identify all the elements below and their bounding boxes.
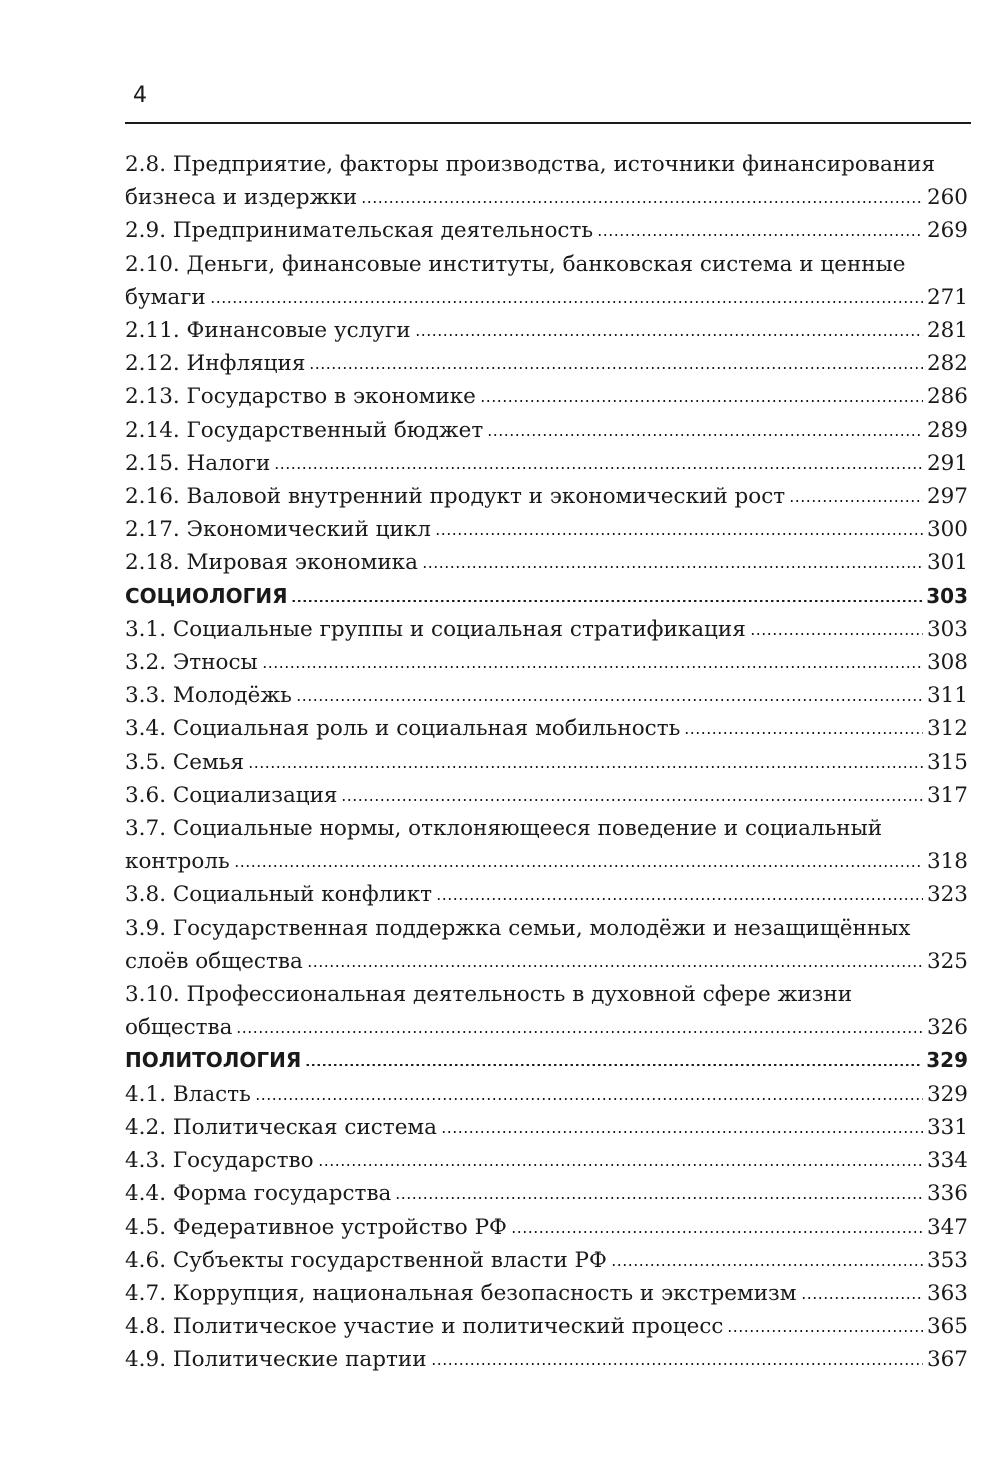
toc-entry: [125, 646, 968, 679]
toc-entry-page-number: 260: [926, 185, 968, 211]
toc-section-heading: [125, 1044, 968, 1077]
toc-entry-page-number: 363: [926, 1280, 968, 1306]
toc-entry-page-number: 289: [926, 417, 968, 443]
toc-entry: [125, 812, 968, 878]
toc-entry-title: 4.8. Политическое участие и политический процесс: [125, 1314, 724, 1340]
toc-entry-row: [125, 1044, 968, 1077]
toc-entry-row: [125, 580, 968, 613]
toc-entry-page-number: 297: [926, 484, 968, 510]
toc-entry: [125, 414, 968, 447]
toc-entry: [125, 1111, 968, 1144]
toc-entry: [125, 148, 968, 214]
toc-entry-title: 3.3. Молодёжь: [125, 683, 292, 709]
dot-leader: [441, 1131, 923, 1133]
toc-entry-title: 3.6. Социализация: [125, 782, 338, 808]
toc-entry-row: [125, 646, 968, 679]
dot-leader: [431, 1363, 923, 1365]
toc-entry-page-number: 269: [926, 218, 968, 244]
dot-leader: [296, 699, 923, 701]
toc-entry: [125, 679, 968, 712]
toc-entry-title: 4.9. Политические партии: [125, 1347, 427, 1373]
toc-entry-title: 2.18. Мировая экономика: [125, 550, 418, 576]
toc-entry-title: СОЦИОЛОГИЯ: [125, 583, 288, 608]
dot-leader: [727, 1330, 923, 1332]
page-number: 4: [133, 83, 147, 108]
toc-entry-title: 3.1. Социальные группы и социальная стратификация: [125, 616, 746, 642]
toc-entry-page-number: 281: [926, 318, 968, 344]
dot-leader: [291, 600, 922, 602]
dot-leader: [309, 367, 923, 369]
dot-leader: [274, 467, 923, 469]
dot-leader: [597, 234, 923, 236]
toc-entry: [125, 779, 968, 812]
toc-entry-page-number: 315: [926, 749, 968, 775]
toc-entry-row: [125, 1244, 968, 1277]
toc-entry: [125, 214, 968, 247]
dot-leader: [262, 666, 923, 668]
toc-entry-page-number: 308: [926, 650, 968, 676]
toc-entry-page-number: 365: [926, 1314, 968, 1340]
dot-leader: [611, 1264, 923, 1266]
dot-leader: [341, 799, 922, 801]
toc-entry-title: общества: [125, 1015, 233, 1041]
toc-entry-title: контроль: [125, 849, 230, 875]
toc-entry-row: [125, 447, 968, 480]
toc-entry-row: [125, 878, 968, 911]
toc-entry-row: [125, 845, 968, 878]
toc-entry: [125, 248, 968, 314]
toc-entry: [125, 1310, 968, 1343]
toc-entry-page-number: 323: [926, 882, 968, 908]
toc-entry-row: [125, 181, 968, 214]
toc-entry-page-number: 367: [926, 1347, 968, 1373]
toc-entry-page-number: 282: [926, 351, 968, 377]
toc-entry-page-number: 286: [926, 384, 968, 410]
toc-entry-row: [125, 1310, 968, 1343]
dot-leader: [236, 1031, 922, 1033]
dot-leader: [210, 301, 923, 303]
toc-entry: [125, 912, 968, 978]
dot-leader: [305, 1064, 922, 1066]
toc-entry-row: [125, 1177, 968, 1210]
toc-entry-page-number: 336: [926, 1181, 968, 1207]
toc-entry-row: [125, 679, 968, 712]
header-rule: [125, 122, 971, 124]
toc-entry-page-number: 271: [926, 284, 968, 310]
toc-entry: [125, 1144, 968, 1177]
toc-entry-row: [125, 1277, 968, 1310]
dot-leader: [789, 500, 923, 502]
toc-entry-row: [125, 380, 968, 413]
toc-entry-title: 4.6. Субъекты государственной власти РФ: [125, 1247, 607, 1273]
toc-entry-title: 3.4. Социальная роль и социальная мобильность: [125, 716, 681, 742]
toc-entry: [125, 1277, 968, 1310]
toc-entry-title: 2.9. Предпринимательская деятельность: [125, 218, 594, 244]
toc-entry-row: [125, 779, 968, 812]
toc-entry-title: 2.16. Валовой внутренний продукт и экономический рост: [125, 484, 786, 510]
toc-entry-title-line: 3.9. Государственная поддержка семьи, молодёжи и незащищённых: [125, 915, 911, 941]
toc-entry-title: 3.2. Этносы: [125, 650, 258, 676]
dot-leader: [487, 434, 923, 436]
dot-leader: [684, 732, 923, 734]
toc-entry: [125, 613, 968, 646]
toc-entry-page-number: 311: [926, 683, 968, 709]
toc-entry-title: слоёв общества: [125, 948, 303, 974]
toc-entry-title: 2.14. Государственный бюджет: [125, 417, 484, 443]
toc-entry: [125, 380, 968, 413]
dot-leader: [255, 1098, 923, 1100]
toc-entry-row: [125, 1011, 968, 1044]
dot-leader: [750, 633, 923, 635]
dot-leader: [318, 1164, 923, 1166]
dot-leader: [480, 400, 923, 402]
toc-entry-page-number: 347: [926, 1214, 968, 1240]
toc-entry-title: 3.8. Социальный конфликт: [125, 882, 433, 908]
toc-entry-title: 2.17. Экономический цикл: [125, 517, 431, 543]
toc-entry-page-number: 291: [926, 450, 968, 476]
toc-entry-page-number: 325: [926, 948, 968, 974]
dot-leader: [422, 566, 923, 568]
toc-entry-row: [125, 1078, 968, 1111]
toc-entry-title: 4.7. Коррупция, национальная безопасность и экстремизм: [125, 1280, 797, 1306]
toc-entry-row: [125, 1111, 968, 1144]
dot-leader: [435, 533, 923, 535]
toc-entry: [125, 1078, 968, 1111]
toc-entry-row: [125, 281, 968, 314]
toc-entry-page-number: 331: [926, 1114, 968, 1140]
toc-entry-title: 4.1. Власть: [125, 1081, 251, 1107]
toc-entry-page-number: 326: [926, 1015, 968, 1041]
toc-entry: [125, 480, 968, 513]
toc-entry-page-number: 317: [926, 782, 968, 808]
toc-entry: [125, 712, 968, 745]
toc-entry-title: бумаги: [125, 284, 206, 310]
toc-entry-page-number: 303: [926, 616, 968, 642]
toc-entry-page-number: 303: [926, 583, 968, 608]
dot-leader: [511, 1231, 923, 1233]
toc-entry-page-number: 301: [926, 550, 968, 576]
dot-leader: [361, 201, 923, 203]
dot-leader: [248, 766, 923, 768]
toc-entry-row: [125, 546, 968, 579]
toc-entry: [125, 314, 968, 347]
toc-entry: [125, 1177, 968, 1210]
toc-entry-page-number: 329: [926, 1048, 968, 1073]
toc-entry-title: 4.4. Форма государства: [125, 1181, 392, 1207]
toc-entry-page-number: 312: [926, 716, 968, 742]
toc-entry-title: 2.13. Государство в экономике: [125, 384, 476, 410]
toc-entry: [125, 1211, 968, 1244]
table-of-contents: [125, 148, 968, 1377]
toc-entry: [125, 878, 968, 911]
toc-entry: [125, 513, 968, 546]
toc-entry-title: 2.15. Налоги: [125, 450, 271, 476]
dot-leader: [395, 1197, 923, 1199]
toc-entry-title-line: 2.8. Предприятие, факторы производства, источники финансирования: [125, 152, 936, 177]
toc-entry-row: [125, 613, 968, 646]
toc-entry-row: [125, 945, 968, 978]
toc-entry-title: 4.2. Политическая система: [125, 1114, 437, 1140]
toc-entry-row: [125, 513, 968, 546]
toc-entry: [125, 1244, 968, 1277]
toc-entry-title: 4.5. Федеративное устройство РФ: [125, 1214, 507, 1240]
dot-leader: [415, 334, 923, 336]
toc-entry-row: [125, 746, 968, 779]
toc-entry: [125, 746, 968, 779]
toc-entry-page-number: 329: [926, 1081, 968, 1107]
toc-entry-title: 4.3. Государство: [125, 1148, 314, 1174]
toc-entry: [125, 978, 968, 1044]
toc-entry-row: [125, 1144, 968, 1177]
toc-entry: [125, 1343, 968, 1376]
toc-entry-title-line: 3.7. Социальные нормы, отклоняющееся поведение и социальный: [125, 816, 883, 842]
toc-entry-row: [125, 712, 968, 745]
toc-entry-title: 2.12. Инфляция: [125, 351, 306, 377]
toc-entry-page-number: 353: [926, 1247, 968, 1273]
toc-entry-title-line: 2.10. Деньги, финансовые институты, банковская система и ценные: [125, 251, 906, 277]
toc-entry-row: [125, 314, 968, 347]
toc-entry-row: [125, 214, 968, 247]
toc-entry-title: бизнеса и издержки: [125, 185, 358, 211]
dot-leader: [436, 898, 923, 900]
toc-entry-row: [125, 1343, 968, 1376]
toc-entry-title-line: 3.10. Профессиональная деятельность в духовной сфере жизни: [125, 982, 853, 1008]
toc-entry-title: 2.11. Финансовые услуги: [125, 318, 411, 344]
toc-entry-page-number: 334: [926, 1148, 968, 1174]
toc-entry-title: ПОЛИТОЛОГИЯ: [125, 1048, 302, 1073]
toc-entry-row: [125, 480, 968, 513]
toc-entry: [125, 546, 968, 579]
toc-entry-row: [125, 347, 968, 380]
toc-entry-row: [125, 1211, 968, 1244]
toc-entry: [125, 347, 968, 380]
toc-entry-page-number: 300: [926, 517, 968, 543]
toc-entry-row: [125, 414, 968, 447]
toc-entry-page-number: 318: [926, 849, 968, 875]
toc-entry: [125, 447, 968, 480]
toc-section-heading: [125, 580, 968, 613]
toc-entry-title: 3.5. Семья: [125, 749, 245, 775]
dot-leader: [307, 965, 923, 967]
dot-leader: [234, 865, 923, 867]
dot-leader: [801, 1297, 923, 1299]
